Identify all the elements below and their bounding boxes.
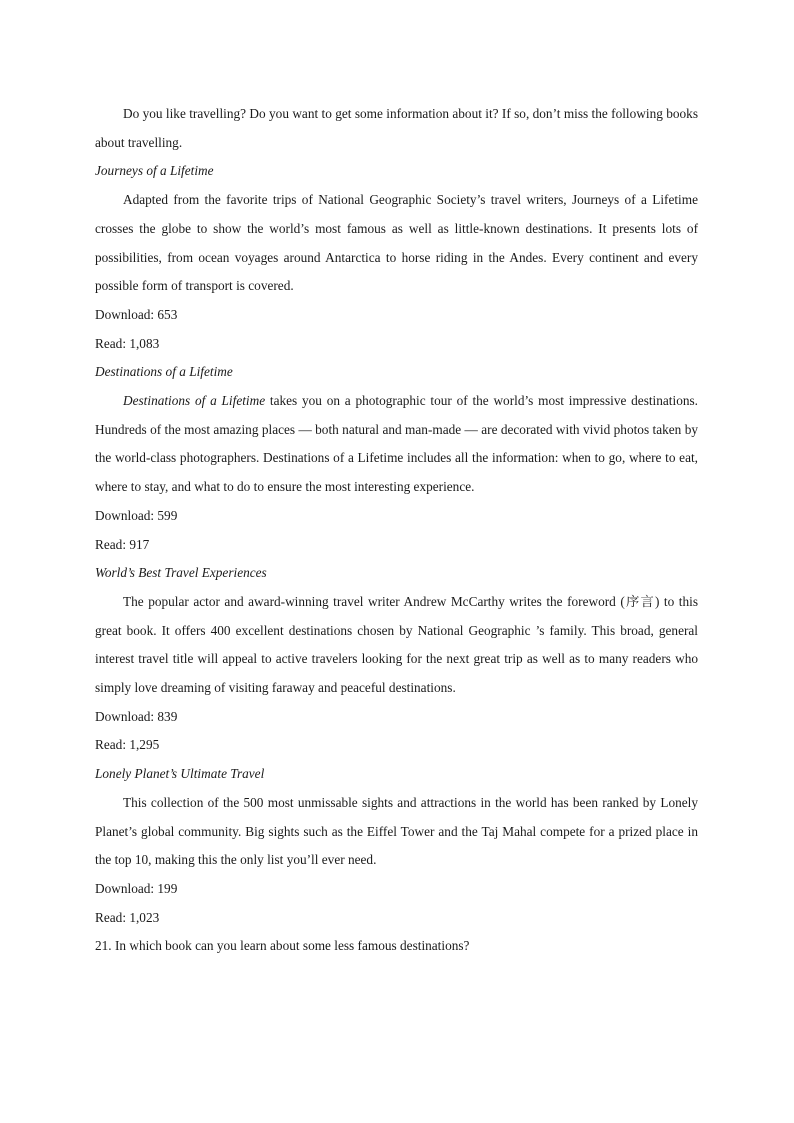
book-read-count-4: Read: 1,023 <box>95 909 160 925</box>
book-description-2-lead: Destinations of a Lifetime <box>123 393 266 409</box>
book-description-2-text: takes you on a photographic tour of the world’s most impressive destinations. Hundreds of the most amazing places — both natural and man-made — are decorated with vivid photos taken by the world-class photographers. Destinations of a Lifetime includes all the information: when to go, where to eat, where to stay, and what to do to ensure the most interesting experience. <box>95 393 698 495</box>
book-description-2 <box>95 387 698 502</box>
intro-paragraph: Do you like travelling? Do you want to get some information about it? If so, don’t miss the following books about travelling. <box>95 106 698 150</box>
document-page <box>95 100 698 961</box>
book-download-count-1: Download: 653 <box>95 306 178 322</box>
book-download-count-2: Download: 599 <box>95 507 178 523</box>
book-description-1: Adapted from the favorite trips of National Geographic Society’s travel writers, Journeys of a Lifetime crosses the globe to show the world’s most famous as well as little-known destinations. It presents lots of possibilities, from ocean voyages around Antarctica to horse riding in the Andes. Every continent and every possible form of transport is covered. <box>95 192 698 294</box>
book-download-count-4: Download: 199 <box>95 880 178 896</box>
book-title-1: Journeys of a Lifetime <box>95 163 214 179</box>
book-title-4: Lonely Planet’s Ultimate Travel <box>95 766 265 782</box>
book-description-4: This collection of the 500 most unmissable sights and attractions in the world has been ranked by Lonely Planet’s global community. Big sights such as the Eiffel Tower and the Taj Mahal compete for a prized place in the top 10, making this the only list you’ll ever need. <box>95 794 698 868</box>
book-description-3: The popular actor and award-winning travel writer Andrew McCarthy writes the foreword (序言) to this great book. It offers 400 excellent destinations chosen by National Geographic ’s family. This broad, general interest travel title will appeal to active travelers looking for the next great trip as well as to many readers who simply love dreaming of visiting faraway and peaceful destinations. <box>95 593 698 696</box>
book-read-count-1: Read: 1,083 <box>95 335 160 351</box>
book-title-2: Destinations of a Lifetime <box>95 364 233 380</box>
book-title-3: World’s Best Travel Experiences <box>95 565 267 581</box>
book-read-count-3: Read: 1,295 <box>95 737 160 753</box>
book-download-count-3: Download: 839 <box>95 708 178 724</box>
question-21: 21. In which book can you learn about some less famous destinations? <box>95 938 470 954</box>
book-read-count-2: Read: 917 <box>95 536 150 552</box>
